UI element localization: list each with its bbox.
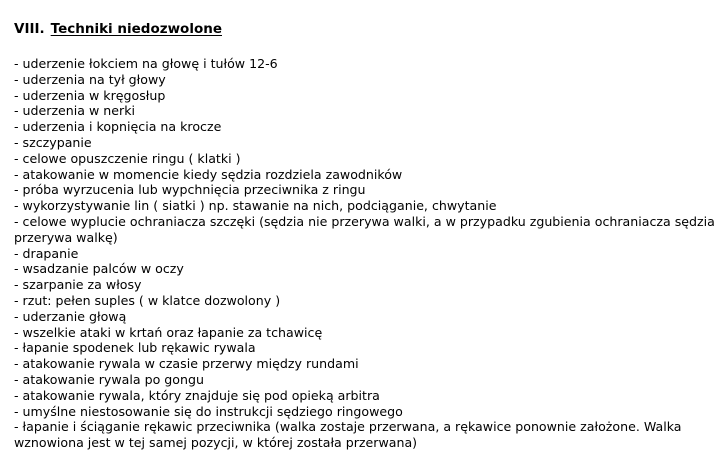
list-item: - wykorzystywanie lin ( siatki ) np. stawanie na nich, podciąganie, chwytanie: [14, 198, 497, 214]
list-item: - umyślne niestosowanie się do instrukcji sędziego ringowego: [14, 403, 403, 419]
list-item: - rzut: pełen suples ( w klatce dozwolony ): [14, 292, 281, 308]
prohibited-techniques-list: [14, 56, 719, 451]
list-item: - uderzenia w nerki: [14, 103, 136, 119]
list-item: - uderzenia w kręgosłup: [14, 87, 166, 103]
list-item: - szarpanie za włosy: [14, 277, 142, 293]
list-item: - łapanie spodenek lub rękawic rywala: [14, 340, 256, 356]
list-item: - drapanie: [14, 245, 79, 261]
list-item: - uderzenia i kopnięcia na krocze: [14, 119, 222, 135]
list-item: - szczypanie: [14, 134, 92, 150]
list-item: - celowe opuszczenie ringu ( klatki ): [14, 150, 241, 166]
list-item: - łapanie i ściąganie rękawic przeciwnika (walka zostaje przerwana, a rękawice ponownie założone. Walka wznowiona jest w tej samej pozycji, w której została przerwana): [14, 419, 682, 451]
list-item: - atakowanie rywala w czasie przerwy między rundami: [14, 356, 359, 372]
list-item: - wszelkie ataki w krtań oraz łapanie za tchawicę: [14, 324, 323, 340]
list-item: - celowe wyplucie ochraniacza szczęki (sędzia nie przerywa walki, a w przypadku zgubienia ochraniacza sędzia przerywa walkę): [14, 213, 715, 245]
section-heading: [14, 20, 222, 38]
list-item: - atakowanie rywala, który znajduje się pod opieką arbitra: [14, 387, 380, 403]
list-item: - uderzanie głową: [14, 308, 127, 324]
list-item: - uderzenie łokciem na głowę i tułów 12-6: [14, 56, 278, 71]
list-item: - atakowanie w momencie kiedy sędzia rozdziela zawodników: [14, 166, 403, 182]
list-item: - atakowanie rywala po gongu: [14, 371, 204, 387]
list-item: - próba wyrzucenia lub wypchnięcia przeciwnika z ringu: [14, 182, 366, 198]
list-item: - uderzenia na tył głowy: [14, 71, 166, 87]
section-number: VIII.: [14, 21, 45, 37]
section-title: Techniki niedozwolone: [50, 21, 222, 37]
list-item: - wsadzanie palców w oczy: [14, 261, 184, 277]
